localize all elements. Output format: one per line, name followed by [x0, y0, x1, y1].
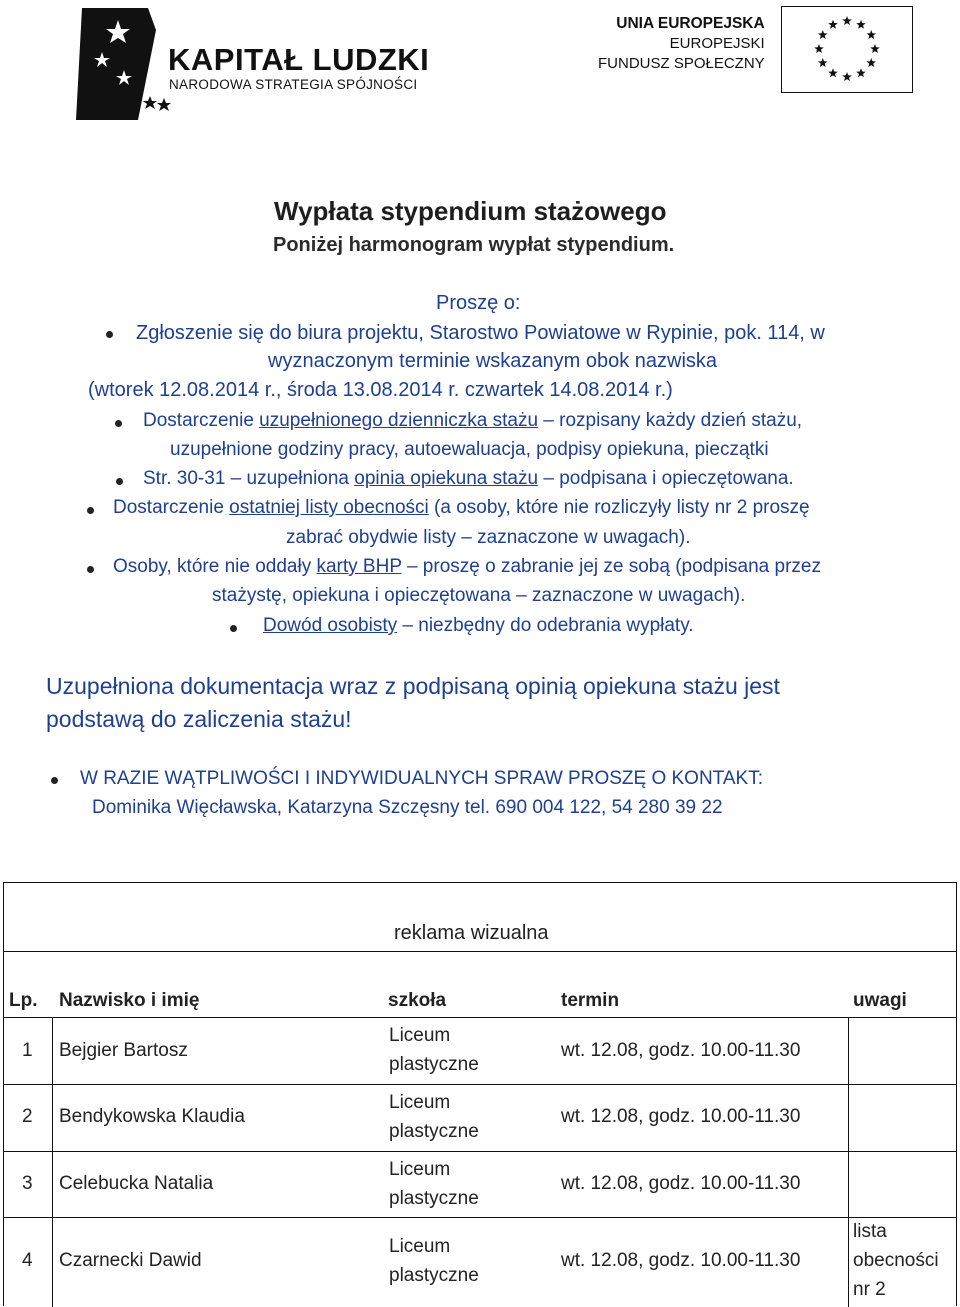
- bullet-6-line-1: [263, 615, 694, 637]
- header-notes: uwagi: [853, 990, 907, 1011]
- table-divider: [4, 1084, 956, 1085]
- notice-line-1: Uzupełniona dokumentacja wraz z podpisaną opinią opiekuna stażu jest: [46, 673, 780, 699]
- row-4-term: wt. 12.08, godz. 10.00-11.30: [561, 1250, 801, 1271]
- row-3-term: wt. 12.08, godz. 10.00-11.30: [561, 1173, 801, 1194]
- bullet-marker: [106, 331, 113, 338]
- eu-line-2: EUROPEJSKI: [669, 35, 765, 52]
- bullet-5-line-2: stażystę, opiekuna i opieczętowana – zaznaczone w uwagach).: [212, 585, 746, 606]
- header-school: szkoła: [388, 990, 447, 1011]
- contact-line-2: Dominika Więcławska, Katarzyna Szczęsny tel. 690 004 122, 54 280 39 22: [92, 797, 723, 818]
- row-1-name: Bejgier Bartosz: [59, 1040, 188, 1061]
- row-4-name: Czarnecki Dawid: [59, 1250, 202, 1271]
- bullet-4-line-1: [113, 497, 810, 519]
- row-4-school-1: Liceum: [389, 1236, 451, 1257]
- bullet-6-link[interactable]: Dowód osobisty: [263, 615, 398, 636]
- row-4-notes-1: lista: [853, 1221, 887, 1242]
- header-name: Nazwisko i imię: [59, 990, 200, 1011]
- table-banner: reklama wizualna: [394, 922, 549, 944]
- row-3-school-1: Liceum: [389, 1159, 451, 1180]
- row-2-school-1: Liceum: [389, 1092, 451, 1113]
- kapital-ludzki-title: KAPITAŁ LUDZKI: [168, 42, 430, 77]
- bullet-2-line-1: [143, 410, 802, 432]
- bullet-marker: [87, 507, 94, 514]
- bullet-5-link[interactable]: karty BHP: [316, 556, 402, 577]
- bullet-marker: [230, 625, 237, 632]
- bullet-marker: [87, 566, 94, 573]
- bullet-3-link[interactable]: opinia opiekuna stażu: [354, 468, 539, 489]
- bullet-2-line-2: uzupełnione godziny pracy, autoewaluacja, podpisy opiekuna, pieczątki: [170, 439, 769, 460]
- eu-line-3: FUNDUSZ SPOŁECZNY: [598, 55, 765, 72]
- request-heading: Proszę o:: [436, 292, 521, 314]
- row-1-term: wt. 12.08, godz. 10.00-11.30: [561, 1040, 801, 1061]
- bullet-4-post: (a osoby, które nie rozliczyły listy nr 2 proszę: [428, 497, 810, 518]
- bullet-3-line-1: [143, 468, 794, 490]
- row-3-school-2: plastyczne: [389, 1188, 479, 1209]
- bullet-2-post: – rozpisany każdy dzień stażu,: [538, 410, 803, 431]
- bullet-marker: [116, 478, 123, 485]
- row-4-lp: 4: [22, 1250, 33, 1271]
- contact-line-1: W RAZIE WĄTPLIWOŚCI I INDYWIDUALNYCH SPRAW PROSZĘ O KONTAKT:: [80, 768, 763, 789]
- bullet-marker: [51, 777, 58, 784]
- row-2-lp: 2: [22, 1106, 33, 1127]
- table-divider: [52, 1017, 53, 1307]
- table-divider: [848, 1017, 849, 1307]
- row-1-lp: 1: [22, 1040, 33, 1061]
- eu-fund-logo-text: [598, 14, 765, 74]
- bullet-4-line-2: zabrać obydwie listy – zaznaczone w uwagach).: [286, 527, 691, 548]
- row-2-name: Bendykowska Klaudia: [59, 1106, 245, 1127]
- bullet-2-link[interactable]: uzupełnionego dzienniczka stażu: [259, 410, 539, 431]
- table-divider: [4, 1217, 956, 1218]
- bullet-1-line-2: wyznaczonym terminie wskazanym obok nazwiska: [268, 350, 718, 372]
- row-4-notes-2: obecności: [853, 1250, 939, 1271]
- bullet-4-pre: Dostarczenie: [113, 497, 230, 518]
- table-divider: [4, 1017, 956, 1018]
- row-1-school-1: Liceum: [389, 1025, 451, 1046]
- page-title: Wypłata stypendium stażowego: [274, 196, 667, 226]
- eu-line-1: UNIA EUROPEJSKA: [616, 15, 765, 32]
- bullet-3-post: – podpisana i opieczętowana.: [538, 468, 794, 489]
- bullet-6-post: – niezbędny do odebrania wypłaty.: [397, 615, 694, 636]
- row-4-notes-3: nr 2: [853, 1279, 886, 1300]
- bullet-4-link[interactable]: ostatniej listy obecności: [229, 497, 429, 518]
- row-4-school-2: plastyczne: [389, 1265, 479, 1286]
- bullet-1-line-3: (wtorek 12.08.2014 r., środa 13.08.2014 r. czwartek 14.08.2014 r.): [88, 379, 673, 401]
- row-3-name: Celebucka Natalia: [59, 1173, 214, 1194]
- eu-flag-icon: [781, 6, 913, 93]
- page-subtitle: Poniżej harmonogram wypłat stypendium.: [273, 234, 675, 256]
- bullet-5-post: – proszę o zabranie jej ze sobą (podpisana przez: [401, 556, 821, 577]
- bullet-5-pre: Osoby, które nie oddały: [113, 556, 317, 577]
- bullet-1-line-1: Zgłoszenie się do biura projektu, Starostwo Powiatowe w Rypinie, pok. 114, w: [136, 322, 825, 344]
- header-lp: Lp.: [9, 990, 38, 1011]
- row-2-school-2: plastyczne: [389, 1121, 479, 1142]
- bullet-5-line-1: [113, 556, 821, 578]
- row-2-term: wt. 12.08, godz. 10.00-11.30: [561, 1106, 801, 1127]
- bullet-marker: [115, 420, 122, 427]
- row-1-school-2: plastyczne: [389, 1054, 479, 1075]
- table-divider: [4, 1151, 956, 1152]
- row-3-lp: 3: [22, 1173, 33, 1194]
- bullet-2-pre: Dostarczenie: [143, 410, 260, 431]
- header-term: termin: [561, 990, 620, 1011]
- table-divider: [4, 951, 956, 952]
- notice-line-2: podstawą do zaliczenia stażu!: [46, 706, 352, 732]
- kapital-ludzki-subtitle: NARODOWA STRATEGIA SPÓJNOŚCI: [169, 77, 418, 92]
- bullet-3-pre: Str. 30-31 – uzupełniona: [143, 468, 355, 489]
